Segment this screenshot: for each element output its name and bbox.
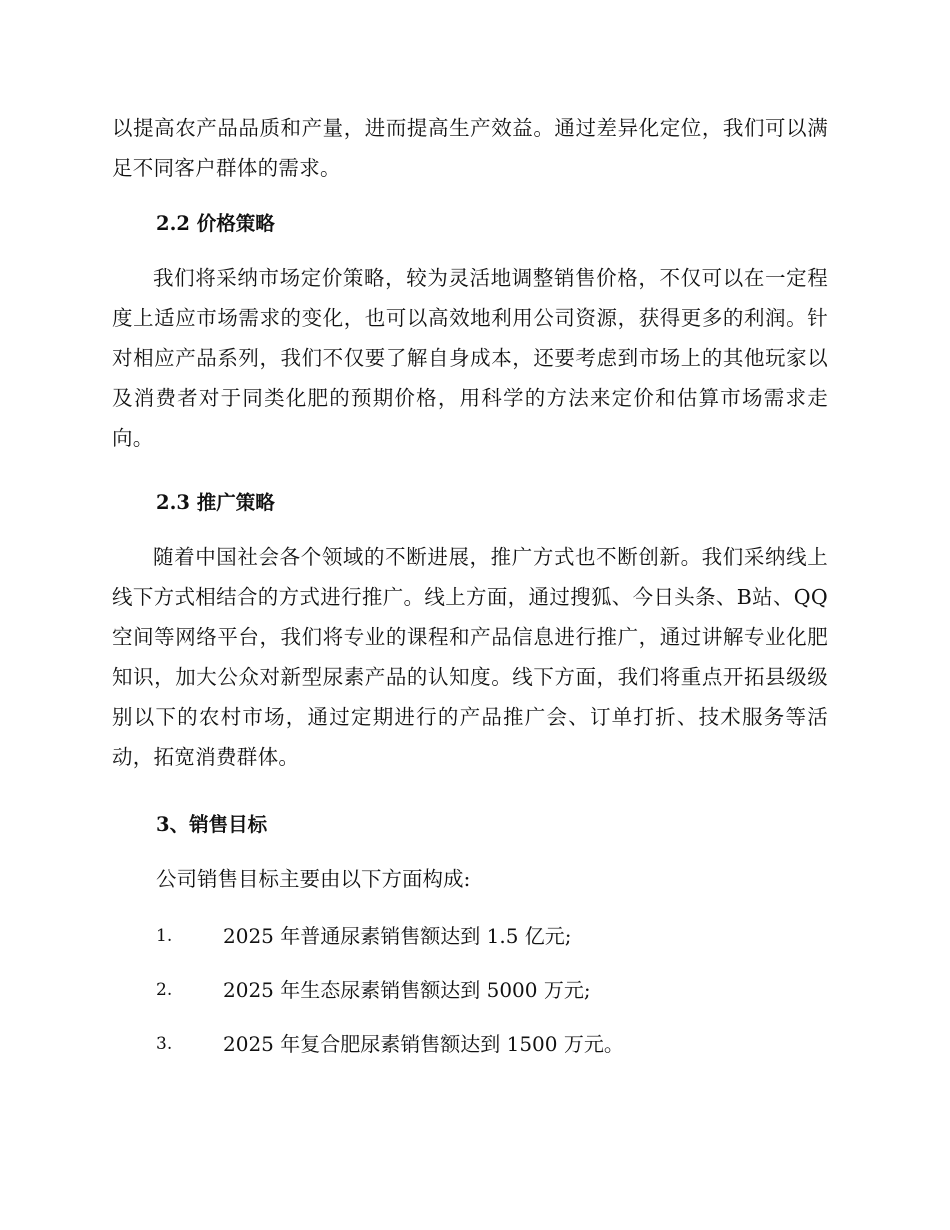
paragraph-promotion-strategy: 随着中国社会各个领域的不断进展，推广方式也不断创新。我们采纳线上线下方式相结合的方式进行推广。线上方面，通过搜狐、今日头条、B站、QQ空间等网络平台，我们将专业的课程和产品信息进行推广，通过讲解专业化肥知识，加大公众对新型尿素产品的认知度。线下方面，我们将重点开拓县级级别以下的农村市场，通过定期进行的产品推广会、订单打折、技术服务等活动，拓宽消费群体。	[112, 545, 828, 769]
list-item-number: 3.	[156, 1034, 173, 1054]
heading-promotion-strategy: 2.3 推广策略	[156, 491, 275, 514]
heading-price-strategy: 2.2 价格策略	[156, 212, 275, 235]
list-item-text: 2025 年复合肥尿素销售额达到 1500 万元。	[223, 1032, 624, 1056]
list-item-number: 1.	[156, 926, 173, 946]
paragraph-positioning-continued: 以提高农产品品质和产量，进而提高生产效益。通过差异化定位，我们可以满足不同客户群体的需求。	[112, 116, 828, 180]
heading-sales-targets: 3、销售目标	[156, 813, 268, 836]
paragraph-sales-intro: 公司销售目标主要由以下方面构成:	[156, 867, 471, 891]
list-item-text: 2025 年生态尿素销售额达到 5000 万元;	[223, 978, 591, 1002]
list-item-text: 2025 年普通尿素销售额达到 1.5 亿元;	[223, 924, 572, 948]
list-item-number: 2.	[156, 980, 173, 1000]
paragraph-price-strategy: 我们将采纳市场定价策略，较为灵活地调整销售价格，不仅可以在一定程度上适应市场需求的变化，也可以高效地利用公司资源，获得更多的利润。针对相应产品系列，我们不仅要了解自身成本，还要考虑到市场上的其他玩家以及消费者对于同类化肥的预期价格，用科学的方法来定价和估算市场需求走向。	[112, 266, 828, 450]
